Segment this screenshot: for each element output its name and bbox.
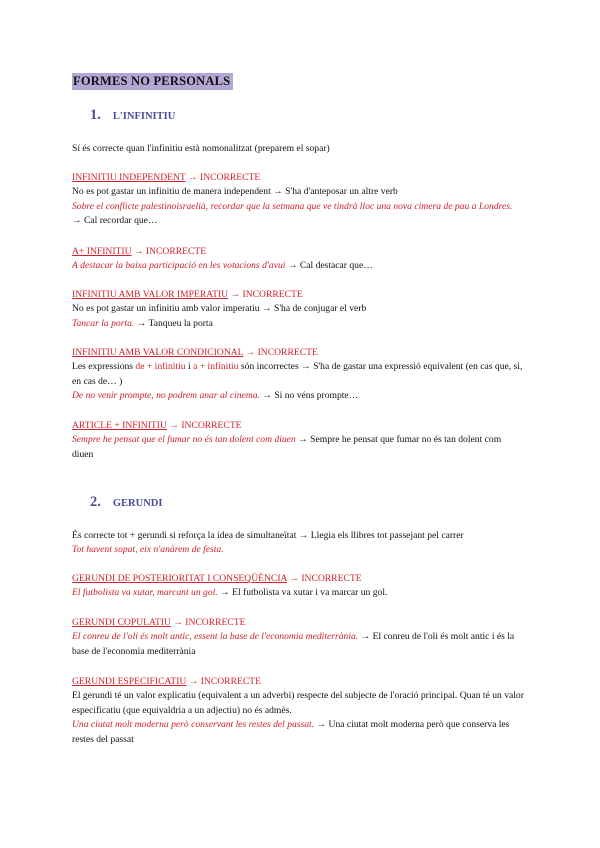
infinitiu-intro (72, 142, 524, 156)
arrow-icon: → (220, 587, 230, 599)
section-heading-gerundi (90, 494, 162, 511)
arrow-icon: → (136, 317, 147, 329)
rule-example: Una ciutat molt moderna però conservant les restes del passat. (72, 719, 315, 731)
rule-infinitiu-condicional (72, 346, 524, 404)
text-fragment: Les expressions (72, 361, 136, 373)
rule-verdict: INCORRECTE (200, 676, 261, 687)
rule-verdict: INCORRECTE (242, 289, 303, 300)
rule-verdict: INCORRECTE (181, 420, 242, 431)
intro-text-tail: Llegia els llibres tot passejant pel carrer (310, 530, 464, 541)
rule-correction: Tanqueu la porta (148, 317, 213, 329)
rule-label: A+ INFINITIU (72, 246, 132, 257)
intro-example: Tot havent sopat, eix n'anàrem de festa. (72, 544, 224, 556)
rule-correction: Si no véns prompte… (274, 390, 359, 402)
rule-explanation: El gerundi té un valor explicatiu (equivalent a un adverbi) respecte del subjecte de l'oració principal. Quan té un valor especificatiu (que equivaldria a un adjectiu) no és admès. (72, 690, 524, 716)
text-fragment: són incorrectes (238, 361, 299, 373)
arrow-icon: → (188, 676, 199, 687)
arrow-icon: → (360, 631, 371, 643)
rule-example: De no venir prompte, no podrem anar al cinema. (72, 390, 260, 402)
rule-explanation: No es pot gastar un infinitiu amb valor imperatiu (72, 303, 260, 315)
rule-explanation-tail: S'ha de gastar una expressió equivalent (en cas que, si, en cas de… ) (72, 361, 523, 387)
rule-example: Sempre he pensat que el fumar no és tan dolent com diuen (72, 434, 296, 446)
rule-label: INFINITIU INDEPENDENT (72, 172, 186, 183)
rule-example: Sobre el conflicte palestinoisraelià, recordar que la setmana que ve tindrà lloc una nova cimera de pau a Londres. (72, 200, 513, 212)
intro-text: És correcte tot + gerundi si reforça la idea de simultaneïtat (72, 530, 297, 541)
gerundi-intro (72, 529, 524, 558)
rule-label: GERUNDI ESPECIFICATIU (72, 676, 187, 687)
expression-highlight: a + infinitiu (193, 361, 239, 373)
arrow-icon: → (298, 530, 309, 541)
rule-example: A destacar la baixa participació en les votacions d'avui (72, 260, 286, 272)
section-heading-infinitiu (90, 107, 175, 124)
rule-correction: Una ciutat molt moderna però que conserva les restes del passat (72, 719, 510, 745)
rule-explanation: No es pot gastar un infinitiu de manera independent (72, 186, 271, 198)
arrow-icon: → (133, 246, 144, 257)
arrow-icon: → (188, 172, 198, 183)
arrow-icon: → (169, 420, 179, 431)
rule-label: INFINITIU AMB VALOR IMPERATIU (72, 289, 229, 300)
rule-article-infinitiu (72, 419, 524, 462)
rule-gerundi-copulatiu (72, 616, 524, 659)
rule-a-infinitiu (72, 245, 524, 274)
arrow-icon: → (273, 186, 283, 198)
arrow-icon: → (72, 215, 82, 227)
rule-gerundi-posterioritat (72, 572, 524, 601)
rule-correction: Cal recordar que… (84, 215, 158, 227)
rule-verdict: INCORRECTE (257, 347, 318, 358)
expression-highlight: de + infinitiu (135, 361, 186, 373)
rule-example: El futbolista va xutar, marcant un gol. (72, 587, 218, 599)
rule-infinitiu-imperatiu (72, 288, 524, 331)
rule-correction: Sempre he pensat que fumar no és tan dolent com diuen (72, 434, 502, 460)
arrow-icon: → (316, 719, 327, 731)
rule-example: Tancar la porta. (72, 317, 135, 329)
arrow-icon: → (301, 361, 311, 373)
intro-text: Sí és correcte quan l'infinitiu està nomonalitzat (preparem el sopar) (72, 143, 330, 154)
rule-label: GERUNDI DE POSTERIORITAT I CONSEQÜÈNCIA (72, 573, 287, 584)
document-title: FORMES NO PERSONALS (72, 73, 233, 90)
rule-example: El conreu de l'oli és molt antic, essent la base de l'economia mediterrània. (72, 631, 359, 643)
rule-infinitiu-independent (72, 171, 524, 229)
section-title: GERUNDI (112, 498, 163, 509)
arrow-icon: → (230, 289, 241, 300)
arrow-icon: → (173, 617, 183, 628)
section-title: L'INFINITIU (112, 111, 176, 122)
rule-correction: El futbolista va xutar i va marcar un gol. (232, 587, 388, 599)
rule-verdict: INCORRECTE (145, 246, 207, 257)
rule-verdict: INCORRECTE (200, 172, 261, 183)
section-number: 2. (90, 494, 101, 510)
rule-explanation-tail: S'ha d'anteposar un altre verb (285, 186, 398, 198)
document-title-wrap (72, 72, 233, 90)
rule-verdict: INCORRECTE (185, 617, 246, 628)
arrow-icon: → (262, 390, 272, 402)
rule-label: GERUNDI COPULATIU (72, 617, 171, 628)
rule-label: ARTICLE + INFINITIU (72, 420, 167, 431)
rule-label: INFINITIU AMB VALOR CONDICIONAL (72, 347, 244, 358)
section-number: 1. (90, 107, 101, 123)
rule-correction: El conreu de l'oli és molt antic i és la base de l'economia mediterrània (72, 631, 515, 657)
arrow-icon: → (289, 573, 299, 584)
rule-verdict: INCORRECTE (301, 573, 362, 584)
arrow-icon: → (261, 303, 272, 315)
text-fragment: i (185, 361, 194, 373)
arrow-icon: → (298, 434, 308, 446)
rule-correction: Cal destacar que… (299, 260, 373, 272)
rule-gerundi-especificatiu (72, 675, 524, 747)
rule-explanation (72, 360, 524, 389)
arrow-icon: → (245, 347, 256, 358)
arrow-icon: → (287, 260, 298, 272)
rule-explanation-tail: S'ha de conjugar el verb (273, 303, 367, 315)
